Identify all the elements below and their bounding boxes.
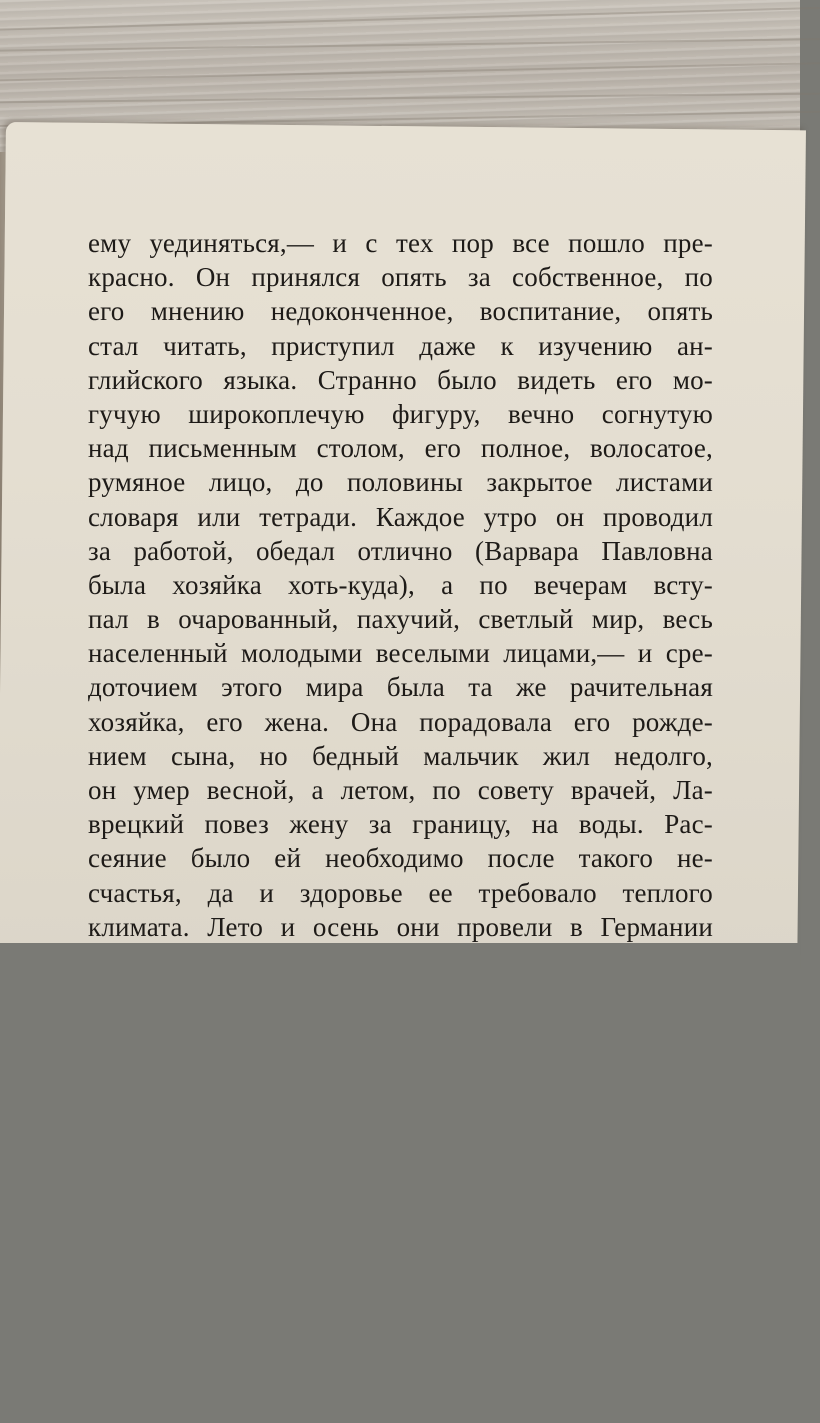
text-line-4: стал читать, приступил даже к изучению ан- <box>88 330 713 361</box>
text-line-19: сеяние было ей необходимо после такого не- <box>88 843 713 874</box>
text-line-5: глийского языка. Странно было видеть его мо- <box>88 364 713 395</box>
text-line-8: румяное лицо, до половины закрытое листами <box>88 467 713 498</box>
text-line-16: нием сына, но бедный мальчик жил недолго, <box>88 740 713 771</box>
wood-grain-line <box>0 62 820 82</box>
text-line-3: его мнению недоконченное, воспитание, опять <box>88 296 713 327</box>
wood-grain-line <box>0 38 820 52</box>
text-line-9: словаря или тетради. Каждое утро он проводил <box>88 501 713 532</box>
text-line-2: красно. Он принялся опять за собственное, по <box>88 262 713 293</box>
gray-overlay-panel <box>0 943 800 1423</box>
text-line-20: счастья, да и здоровье ее требовало теплого <box>88 877 713 908</box>
text-line-10: за работой, обедал отлично (Варвара Павловна <box>88 535 713 566</box>
text-line-15: хозяйка, его жена. Она порадовала его рожде- <box>88 706 713 737</box>
text-line-21: климата. Лето и осень они провели в Германии <box>88 911 713 942</box>
wood-grain-line <box>0 93 820 104</box>
text-line-13: населенный молодыми веселыми лицами,— и сре- <box>88 638 713 669</box>
text-line-18: врецкий повез жену за границу, на воды. Рас- <box>88 809 713 840</box>
wood-grain-line <box>0 7 820 31</box>
text-line-14: доточием этого мира была та же рачительная <box>88 672 713 703</box>
text-line-6: гучую широкоплечую фигуру, вечно согнутую <box>88 398 713 429</box>
text-line-1: ему уединяться,— и с тех пор все пошло пре- <box>88 228 713 258</box>
text-line-7: над письменным столом, его полное, волосатое, <box>88 433 713 464</box>
text-line-17: он умер весной, а летом, по совету врачей, Ла- <box>88 775 713 805</box>
text-line-11: была хозяйка хоть-куда), а по вечерам всту- <box>88 569 713 600</box>
text-line-12: пал в очарованный, пахучий, светлый мир, весь <box>88 604 713 635</box>
